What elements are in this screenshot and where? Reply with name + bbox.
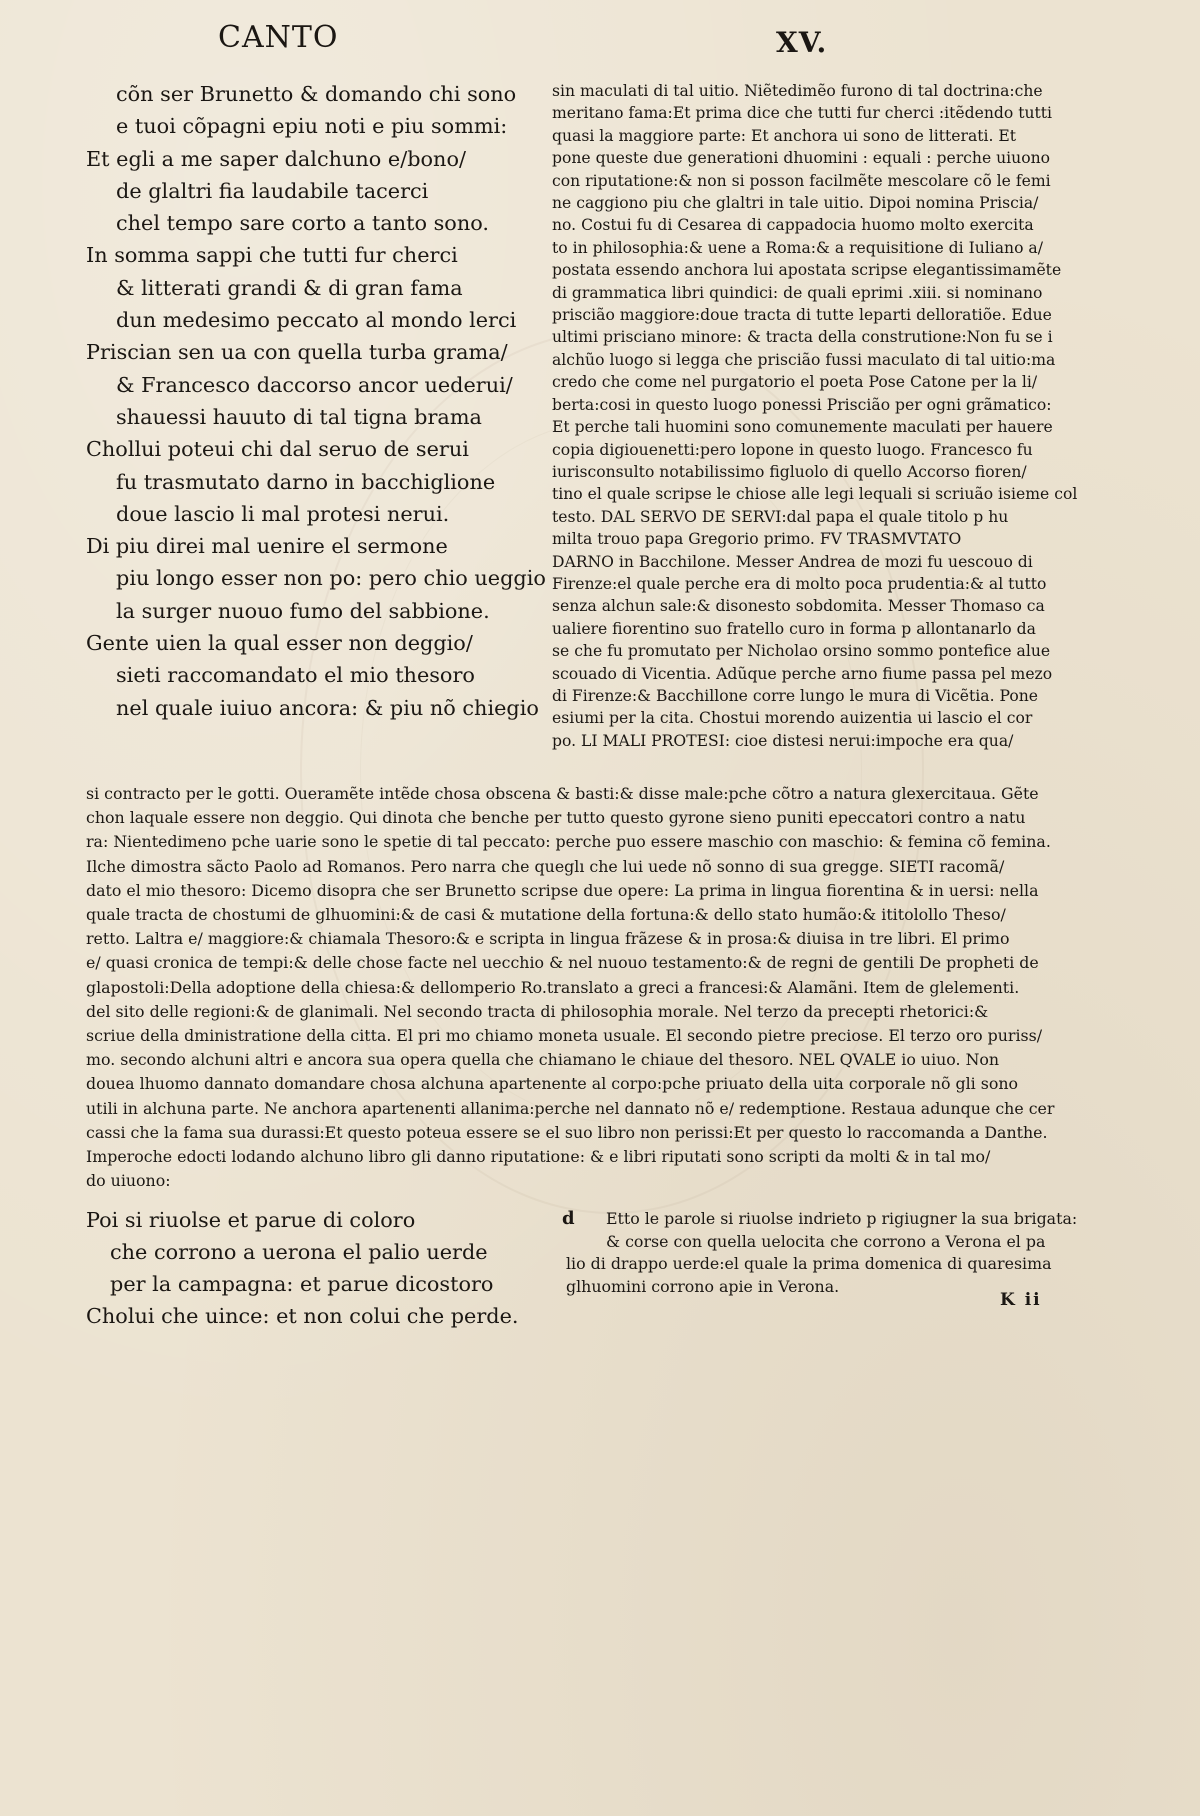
commentary-column-top xyxy=(552,80,1100,752)
verse-line: per la campagna: et parue dicostoro xyxy=(110,1272,494,1296)
commentary-line: tino el quale scripse le chiose alle legi lequali si scriuão isieme col xyxy=(552,485,1078,504)
verse-line: de glaltri fia laudabile tacerci xyxy=(116,178,429,203)
commentary-line: del sito delle regioni:& de glanimali. Nel secondo tracta di philosophia morale. Nel terzo da precepti rhetorici:& xyxy=(86,1001,989,1021)
verse-column-bottom xyxy=(86,1204,546,1332)
verse-line: doue lascio li mal protesi nerui. xyxy=(116,501,450,526)
verse-line: shauessi hauuto di tal tigna brama xyxy=(116,404,482,429)
commentary-line: do uiuono: xyxy=(86,1171,171,1191)
commentary-line: ualiere fiorentino suo fratello curo in forma p allontanarlo da xyxy=(552,619,1036,638)
commentary-line: Imperoche edocti lodando alchuno libro gli danno riputatione: & e libri riputati sono scripti da molti & in tal mo/ xyxy=(86,1147,991,1167)
commentary-line: e/ quasi cronica de tempi:& delle chose facte nel uecchio & nel nuouo testamento:& de regni de gentili De propheti de xyxy=(86,953,1039,973)
commentary-line: senza alchun sale:& disonesto sobdomita. Messer Thomaso ca xyxy=(552,597,1045,616)
commentary-line: glapostoli:Della adoptione della chiesa:& dellomperio Ro.translato a greci a francesi:& Alamãni. Item de glelementi. xyxy=(86,977,1020,997)
commentary-line: mo. secondo alchuni altri e ancora sua opera quella che chiamano le chiaue del thesoro. NEL QVALE io uiuo. Non xyxy=(86,1050,1000,1070)
verse-line: Di piu direi mal uenire el sermone xyxy=(86,534,448,559)
verse-line: Chollui poteui chi dal seruo de serui xyxy=(86,437,469,462)
running-header-numeral: XV. xyxy=(776,26,828,59)
commentary-line: ne caggiono piu che glaltri in tale uitio. Dipoi nomina Priscia/ xyxy=(552,194,1039,213)
running-header-canto: CANTO xyxy=(218,20,339,55)
verse-line: Priscian sen ua con quella turba grama/ xyxy=(86,340,508,365)
commentary-line: Ilche dimostra sãcto Paolo ad Romanos. Pero narra che queglı che lui uede nõ sonno di sua gregge. SIETI racomã/ xyxy=(86,856,1005,876)
commentary-line: & corse con quella uelocita che corrono a Verona el pa xyxy=(606,1231,1046,1251)
commentary-line: si contracto per le gotti. Oueramẽte intẽde chosa obscena & basti:& disse male:pche cõtro a natura glexercitaua. Gẽte xyxy=(86,784,1039,803)
commentary-line: priscião maggiore:doue tracta di tutte leparti delloratiõe. Edue xyxy=(552,306,1052,325)
commentary-line: ra: Nientedimeno pche uarie sono le spetie di tal peccato: perche puo essere maschio con maschio: & femina cõ femina. xyxy=(86,832,1051,852)
verse-line: Cholui che uince: et non colui che perde. xyxy=(86,1304,519,1328)
verse-line: cõn ser Brunetto & domando chi sono xyxy=(116,82,517,106)
guide-letter-initial: d xyxy=(562,1208,575,1229)
verse-column-top xyxy=(86,78,546,724)
commentary-line: cassi che la fama sua durassi:Et questo poteua essere se el suo libro non perissi:Et per questo lo raccomanda a Danthe. xyxy=(86,1122,1048,1142)
verse-line: che corrono a uerona el palio uerde xyxy=(110,1240,488,1264)
verse-line: & litterati grandi & di gran fama xyxy=(116,275,463,300)
commentary-line: ultimi prisciano minore: & tracta della construtione:Non fu se i xyxy=(552,328,1053,347)
commentary-line: Firenze:el quale perche era di molto poca prudentia:& al tutto xyxy=(552,574,1047,593)
commentary-line: chon laquale essere non deggio. Qui dinota che benche per tutto questo gyrone sieno puniti epeccatori contro a natu xyxy=(86,808,1026,828)
commentary-line: quasi la maggiore parte: Et anchora ui sono de litterati. Et xyxy=(552,126,1017,145)
verse-line: la surger nuouo fumo del sabbione. xyxy=(116,598,490,623)
verse-line: sieti raccomandato el mio thesoro xyxy=(116,663,475,688)
commentary-line: quale tracta de chostumi de glhuomini:& de casi & mutatione della fortuna:& dello stato humão:& ititolollo Theso/ xyxy=(86,905,1006,925)
commentary-line: dato el mio thesoro: Dicemo disopra che ser Brunetto scripse due opere: La prima in lingua fiorentina & in uersi: nella xyxy=(86,880,1039,900)
commentary-line: se che fu promutato per Nicholao orsino sommo pontefice alue xyxy=(552,642,1051,661)
commentary-line: Et perche tali huomini sono comunemente maculati per hauere xyxy=(552,418,1053,437)
commentary-line: pone queste due generationi dhuomini : equali : perche uiuono xyxy=(552,149,1051,168)
commentary-line: credo che come nel purgatorio el poeta Pose Catone per la li/ xyxy=(552,373,1038,392)
commentary-line: copia digiouenetti:pero lopone in questo luogo. Francesco fu xyxy=(552,440,1033,459)
commentary-line: douea lhuomo dannato domandare chosa alchuna apartenente al corpo:pche priuato della uita corporale nõ gli sono xyxy=(86,1074,1019,1094)
commentary-line: retto. Laltra e/ maggiore:& chiamala Thesoro:& e scripta in lingua frãzese & in prosa:& diuisa in tre libri. El primo xyxy=(86,929,1010,949)
commentary-line: to in philosophia:& uene a Roma:& a requisitione di Iuliano a/ xyxy=(552,238,1043,257)
commentary-line: iurisconsulto notabilissimo figluolo di quello Accorso fioren/ xyxy=(552,462,1027,481)
verse-line: chel tempo sare corto a tanto sono. xyxy=(116,211,489,236)
commentary-line: DARNO in Bacchilone. Messer Andrea de mozi fu uescouo di xyxy=(552,552,1033,571)
commentary-column-bottom xyxy=(562,1208,1106,1298)
commentary-line: no. Costui fu di Cesarea di cappadocia huomo molto exercita xyxy=(552,216,1034,235)
commentary-line: alchũo luogo si legga che priscião fussi maculato di tal uitio:ma xyxy=(552,350,1056,369)
commentary-line: scriue della dministratione della citta. El pri mo chiamo moneta usuale. El secondo pietre preciose. El terzo oro puriss/ xyxy=(86,1026,1043,1046)
commentary-line: lio di drappo uerde:el quale la prima domenica di quaresima xyxy=(566,1254,1052,1274)
verse-line: dun medesimo peccato al mondo lerci xyxy=(116,308,517,333)
verse-line: piu longo esser non po: pero chio ueggio xyxy=(116,566,546,591)
commentary-line: testo. DAL SERVO DE SERVI:dal papa el quale titolo p hu xyxy=(552,507,1009,526)
commentary-line: meritano fama:Et prima dice che tutti fur cherci :itẽdendo tutti xyxy=(552,104,1053,123)
verse-line: e tuoi cõpagni epiu noti e piu sommi: xyxy=(116,114,508,139)
verse-line: nel quale iuiuo ancora: & piu nõ chiegio xyxy=(116,695,539,720)
commentary-line: sin maculati di tal uitio. Niẽtedimẽo furono di tal doctrina:che xyxy=(552,82,1043,100)
commentary-line: esiumi per la cita. Chostui morendo auizentia ui lascio el cor xyxy=(552,709,1033,728)
commentary-line: Etto le parole si riuolse indrieto p rigiugner la sua brigata: xyxy=(606,1209,1078,1228)
commentary-line: glhuomini corrono apie in Verona. xyxy=(566,1276,840,1296)
commentary-line: scouado di Vicentia. Adũque perche arno fiume passa pel mezo xyxy=(552,664,1053,683)
verse-line: Gente uien la qual esser non deggio/ xyxy=(86,631,473,656)
commentary-full-width xyxy=(86,782,1102,1193)
commentary-line: di grammatica libri quindici: de quali eprimi .xiii. si nominano xyxy=(552,283,1043,302)
signature-mark: K ii xyxy=(1000,1290,1042,1310)
verse-line: Poi si riuolse et parue di coloro xyxy=(86,1208,416,1232)
commentary-line: berta:cosi in questo luogo ponessi Priscião per ogni grãmatico: xyxy=(552,395,1052,414)
commentary-line: postata essendo anchora lui apostata scripse elegantissimamẽte xyxy=(552,261,1062,280)
verse-line: In somma sappi che tutti fur cherci xyxy=(86,243,458,268)
verse-line: fu trasmutato darno in bacchiglione xyxy=(116,469,496,494)
verse-line: Et egli a me saper dalchuno e/bono/ xyxy=(86,146,466,171)
commentary-line: po. LI MALI PROTESI: cioe distesi nerui:impoche era qua/ xyxy=(552,731,1014,750)
commentary-line: utili in alchuna parte. Ne anchora apartenenti allanima:perche nel dannato nõ e/ redemptione. Restaua adunque che cer xyxy=(86,1098,1055,1118)
commentary-line: milta trouo papa Gregorio primo. FV TRASMVTATO xyxy=(552,530,962,549)
commentary-line: di Firenze:& Bacchillone corre lungo le mura di Vicẽtia. Pone xyxy=(552,686,1039,705)
commentary-line: con riputatione:& non si posson facilmẽte mescolare cõ le femi xyxy=(552,171,1051,190)
verse-line: & Francesco daccorso ancor uederui/ xyxy=(116,372,513,397)
